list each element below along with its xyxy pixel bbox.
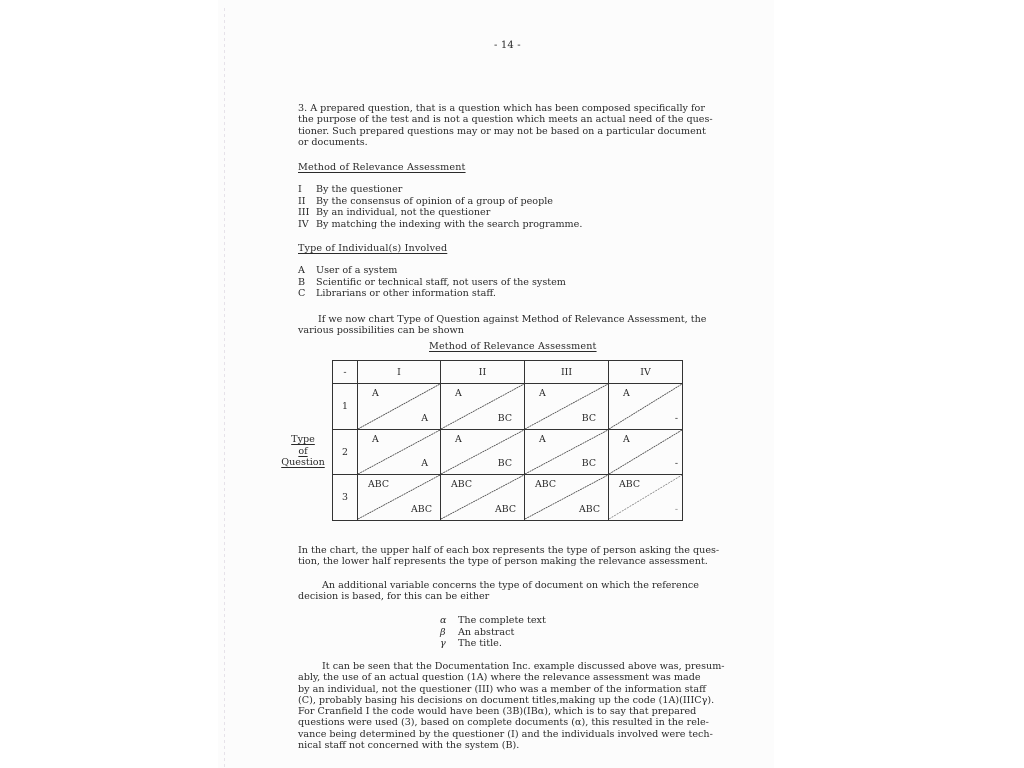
lower-value: - — [674, 413, 678, 424]
upper-value: A — [455, 434, 462, 445]
relevance-chart-table — [332, 360, 683, 521]
lower-value: ABC — [578, 504, 600, 515]
individuals-heading: Type of Individual(s) Involved — [298, 243, 448, 254]
column-header: II — [441, 361, 525, 384]
list-item — [298, 288, 566, 300]
list-text: Scientific or technical staff, not users of the system — [316, 276, 566, 288]
diagonal-divider — [441, 430, 525, 475]
chart-cell — [525, 430, 609, 475]
list-key: α — [440, 615, 447, 626]
lower-value: ABC — [410, 504, 432, 515]
list-item — [440, 627, 546, 639]
axis-label-line: Question — [281, 457, 325, 469]
paragraph-line: decision is based, for this can be either — [298, 591, 490, 603]
individuals-list — [298, 265, 566, 300]
paragraph-line: If we now chart Type of Question against Method of Relevance Assessment, the — [318, 314, 707, 325]
upper-value: A — [623, 388, 630, 399]
lower-value: - — [674, 458, 678, 469]
chart-cell — [609, 430, 682, 475]
paragraph-line: various possibilities can be shown — [298, 325, 464, 337]
conclusion-paragraph — [298, 661, 758, 751]
list-text: User of a system — [316, 265, 398, 276]
diagonal-divider — [525, 384, 609, 430]
upper-value: ABC — [619, 479, 641, 490]
chart-cell — [441, 384, 525, 430]
paragraph-line: In the chart, the upper half of each box represents the type of person asking the ques- — [298, 545, 720, 556]
upper-value: A — [372, 434, 379, 445]
page-number: - 14 - — [494, 40, 521, 51]
upper-value: ABC — [451, 479, 473, 490]
column-header: IV — [609, 361, 682, 384]
list-key: II — [298, 195, 306, 207]
upper-value: ABC — [535, 479, 557, 490]
list-text: An abstract — [458, 626, 515, 638]
chart-cell — [525, 384, 609, 430]
lower-value: BC — [581, 458, 596, 469]
lower-value: A — [421, 458, 428, 469]
upper-value: A — [539, 434, 546, 445]
lower-value: BC — [497, 413, 512, 424]
paragraph-line: tion, the lower half represents the type of person making the relevance assessment. — [298, 556, 708, 568]
list-key: γ — [440, 638, 446, 650]
row-header: 3 — [333, 475, 358, 520]
paragraph-line: (C), probably basing his decisions on document titles,making up the code (1A)(IIICγ). — [298, 694, 715, 706]
paragraph-line: nical staff not concerned with the system (B). — [298, 740, 520, 752]
chart-cell — [358, 384, 441, 430]
list-text: The title. — [458, 638, 502, 650]
paragraph-line: tioner. Such prepared questions may or may not be based on a particular document — [298, 125, 706, 137]
list-text: By the questioner — [316, 184, 403, 195]
upper-value: ABC — [368, 479, 390, 490]
chart-cell — [441, 430, 525, 475]
chart-cell — [441, 475, 525, 520]
chart-cell — [609, 475, 682, 520]
chart-title: Method of Relevance Assessment — [429, 341, 597, 352]
paragraph-line: questions were used (3), based on complete documents (α), this resulted in the rele- — [298, 717, 709, 729]
list-text: By matching the indexing with the search programme. — [316, 218, 583, 230]
paragraph-line: An additional variable concerns the type of document on which the reference — [322, 580, 699, 591]
paragraph-line: by an individual, not the questioner (III) who was a member of the information staff — [298, 683, 706, 695]
chart-explanation-paragraph — [298, 545, 758, 568]
list-text: Librarians or other information staff. — [316, 288, 496, 300]
list-item — [440, 615, 546, 627]
list-key: β — [440, 626, 446, 638]
corner-cell: - — [333, 361, 358, 384]
list-key: B — [298, 276, 306, 288]
method-heading: Method of Relevance Assessment — [298, 162, 466, 173]
list-item — [298, 207, 582, 219]
axis-label-line: of — [298, 445, 308, 457]
chart-intro-paragraph — [298, 314, 758, 337]
list-text: By the consensus of opinion of a group of people — [316, 195, 553, 207]
diagonal-divider — [609, 384, 682, 430]
list-text: By an individual, not the questioner — [316, 207, 491, 219]
paragraph-line: ably, the use of an actual question (1A) where the relevance assessment was made — [298, 672, 701, 684]
list-key: I — [298, 184, 302, 195]
chart-cell — [525, 475, 609, 520]
diagonal-divider — [358, 430, 441, 475]
row-header: 1 — [333, 384, 358, 430]
axis-label-line: Type — [291, 434, 315, 445]
lower-value: BC — [497, 458, 512, 469]
paragraph-line: or documents. — [298, 137, 368, 149]
upper-value: A — [455, 388, 462, 399]
diagonal-divider — [525, 430, 609, 475]
list-item — [298, 219, 582, 231]
list-key: C — [298, 288, 306, 300]
diagonal-divider — [441, 384, 525, 430]
upper-value: A — [372, 388, 379, 399]
additional-variable-paragraph — [298, 580, 758, 603]
column-header: III — [525, 361, 609, 384]
chart-cell — [609, 384, 682, 430]
paragraph-line: the purpose of the test and is not a question which meets an actual need of the ques- — [298, 114, 713, 126]
list-item — [298, 277, 566, 289]
paragraph-line: For Cranfield I the code would have been (3B)(IBα), which is to say that prepared — [298, 706, 697, 718]
method-list — [298, 184, 582, 230]
lower-value: - — [674, 504, 678, 515]
paragraph-line: 3. A prepared question, that is a question which has been composed specifically for — [298, 103, 705, 114]
document-type-list — [440, 615, 546, 650]
chart-cell — [358, 430, 441, 475]
list-key: A — [298, 265, 305, 276]
list-key: IV — [298, 218, 309, 230]
row-axis-label — [280, 434, 326, 469]
upper-value: A — [623, 434, 630, 445]
list-text: The complete text — [458, 615, 546, 626]
list-item — [298, 265, 566, 277]
lower-value: BC — [581, 413, 596, 424]
list-key: III — [298, 207, 310, 219]
row-header: 2 — [333, 430, 358, 475]
diagonal-divider — [358, 384, 441, 430]
scan-edge-artifact — [224, 8, 225, 768]
upper-value: A — [539, 388, 546, 399]
list-item — [440, 638, 546, 650]
lower-value: A — [421, 413, 428, 424]
lower-value: ABC — [494, 504, 516, 515]
intro-paragraph — [298, 103, 758, 149]
list-item — [298, 196, 582, 208]
paragraph-line: vance being determined by the questioner (I) and the individuals involved were tech- — [298, 728, 713, 740]
paragraph-line: It can be seen that the Documentation Inc. example discussed above was, presum- — [322, 661, 725, 672]
column-header: I — [358, 361, 441, 384]
list-item — [298, 184, 582, 196]
diagonal-divider — [609, 430, 682, 475]
chart-cell — [358, 475, 441, 520]
